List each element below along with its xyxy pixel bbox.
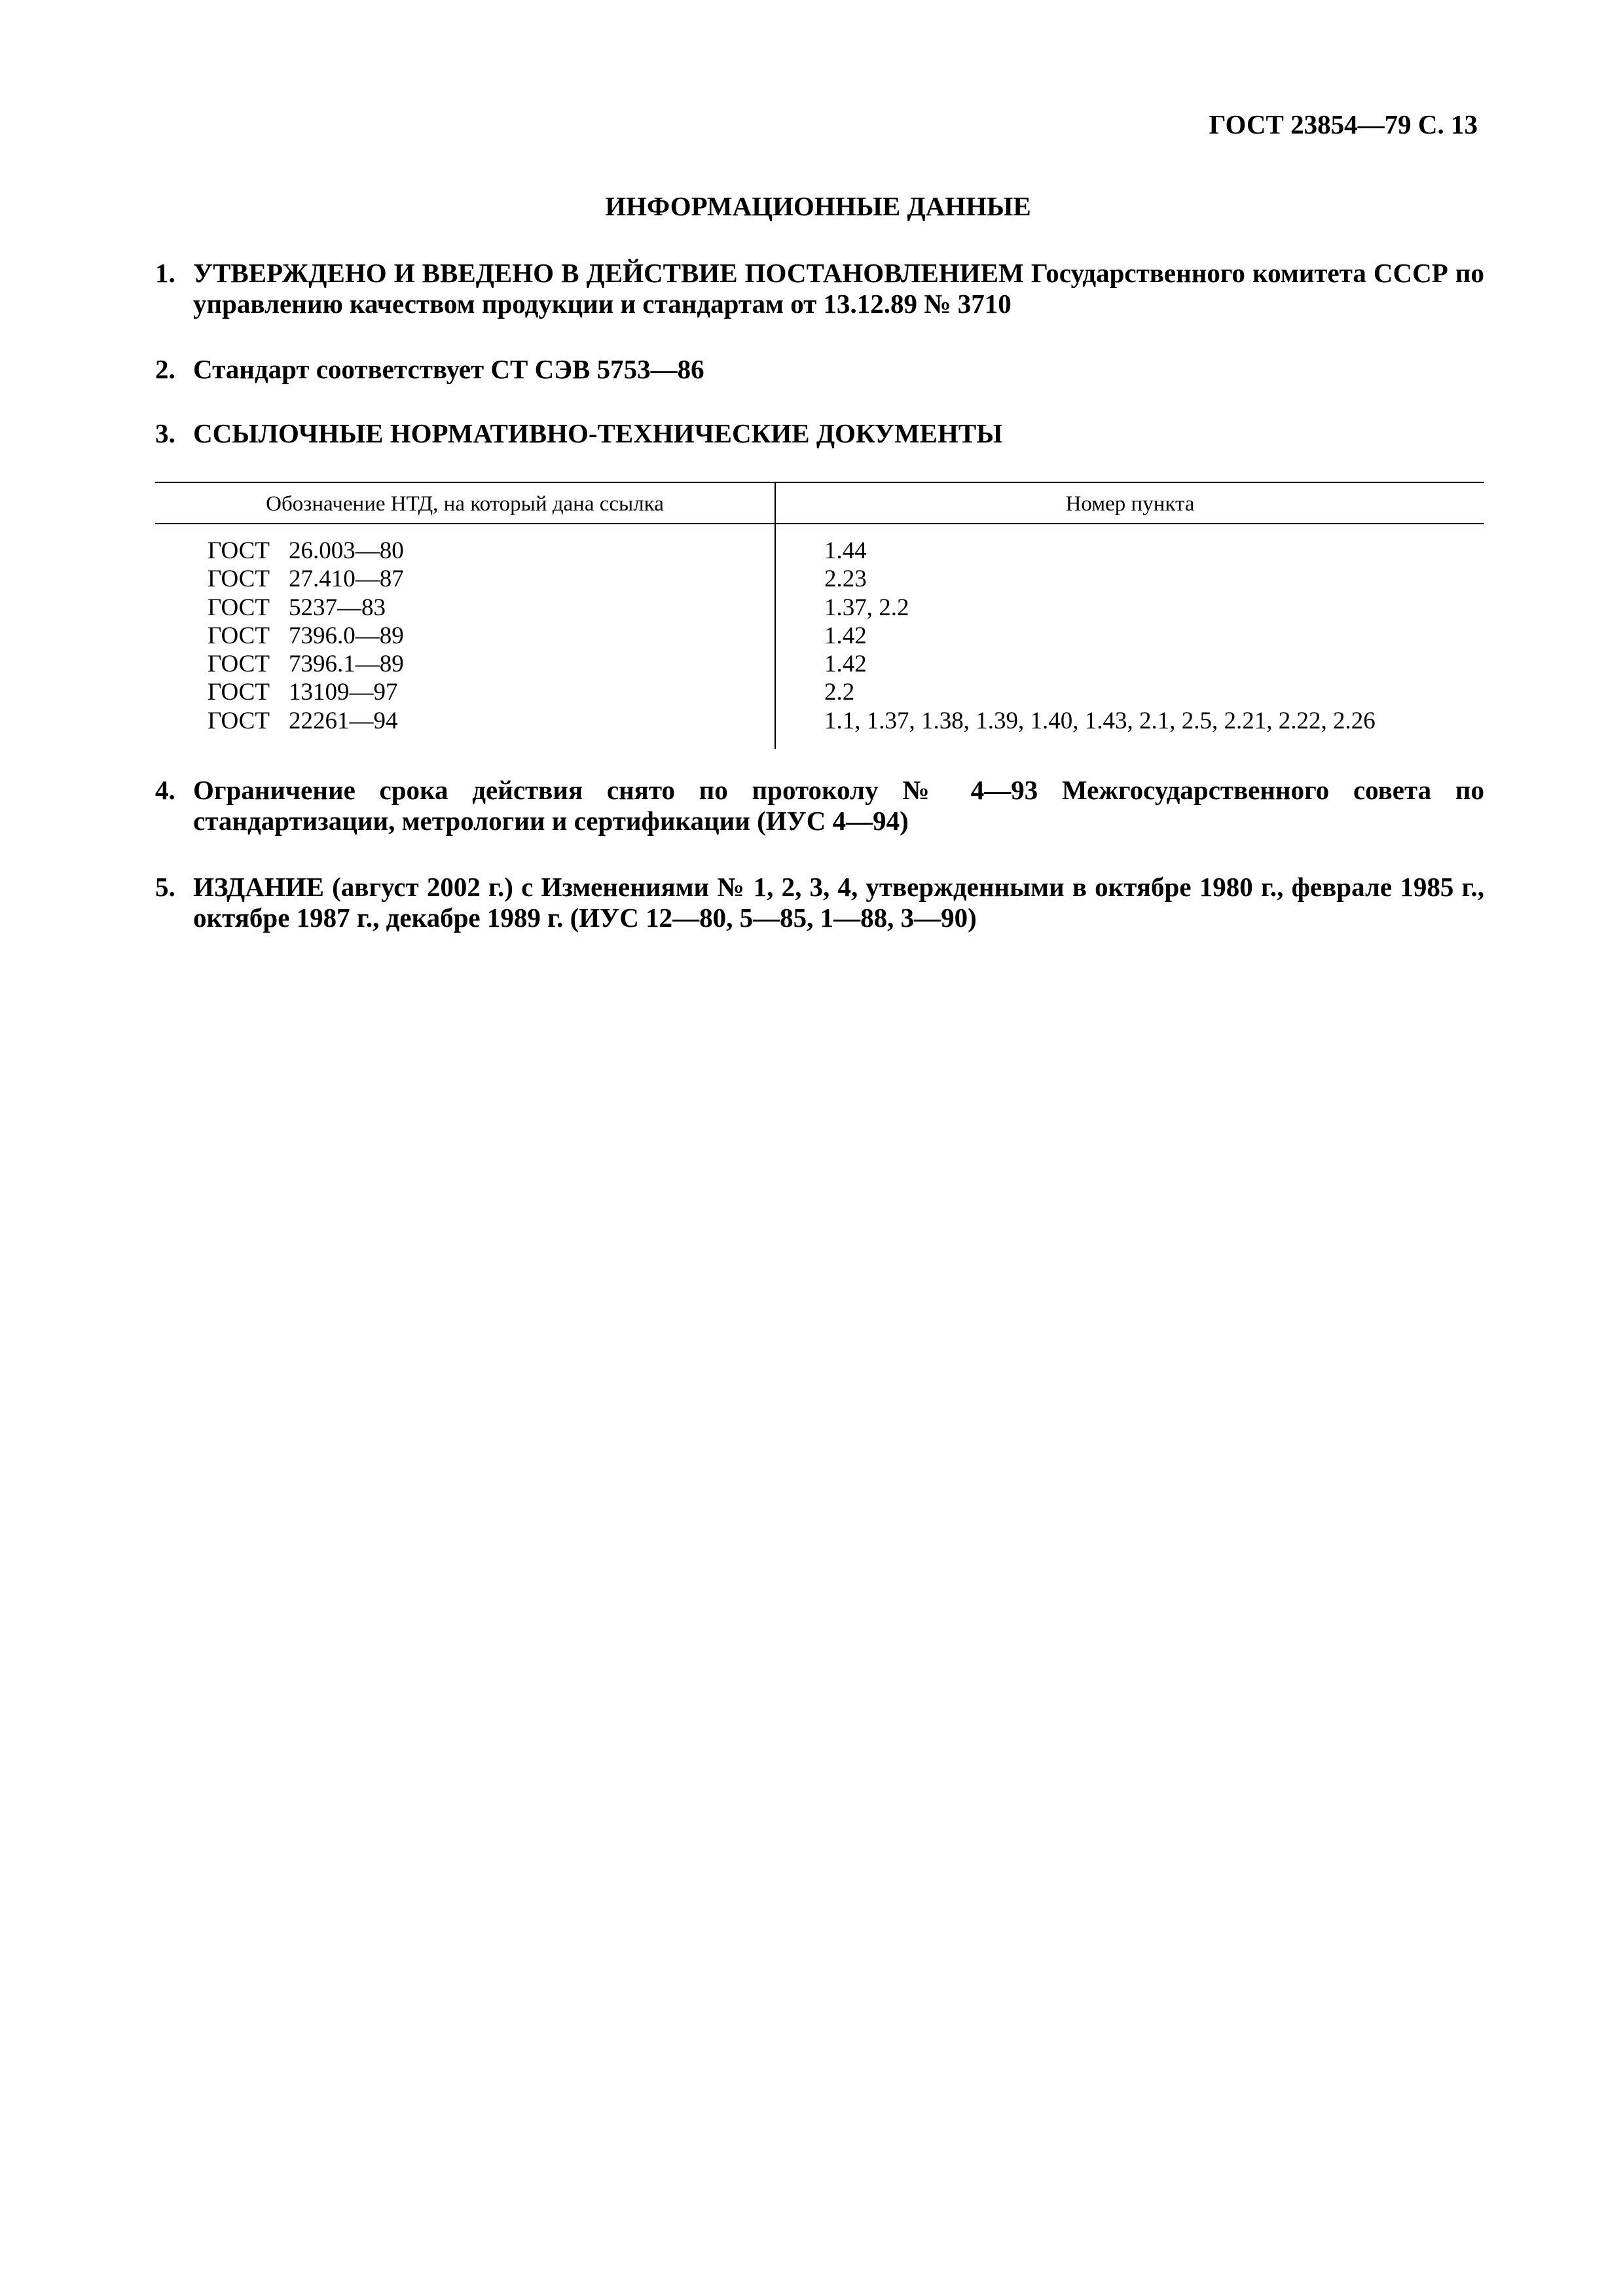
item-number: 1. — [155, 258, 175, 288]
table-cell-clauses: 1.37, 2.2 — [824, 594, 909, 621]
item-number: 4. — [155, 775, 175, 805]
doc-prefix: ГОСТ — [208, 679, 270, 706]
item-lead: УТВЕРЖДЕНО И ВВЕДЕНО В ДЕЙСТВИЕ ПОСТАНОВЛЕНИЕМ — [193, 258, 1024, 288]
table-cell-document — [208, 622, 404, 650]
table-cell-document — [208, 565, 404, 593]
table-cell-document — [208, 650, 404, 678]
table-cell-clauses: 1.42 — [824, 651, 867, 678]
doc-number: 7396.0—89 — [289, 622, 404, 649]
doc-number: 13109—97 — [289, 679, 398, 706]
doc-prefix: ГОСТ — [208, 707, 270, 734]
doc-prefix: ГОСТ — [208, 565, 270, 593]
doc-number: 27.410—87 — [289, 565, 404, 593]
info-item-1 — [155, 258, 1484, 319]
table-column-documents — [208, 537, 404, 735]
doc-number: 26.003—80 — [289, 537, 404, 564]
item-number: 3. — [155, 418, 175, 448]
table-cell-clauses: 2.2 — [824, 679, 855, 706]
info-item-2 — [155, 354, 1484, 385]
table-header-rule — [155, 523, 1484, 524]
doc-prefix: ГОСТ — [208, 622, 270, 649]
item-text — [155, 258, 1484, 319]
table-header-clause: Номер пункта — [1065, 492, 1195, 516]
page-title: ИНФОРМАЦИОННЫЕ ДАННЫЕ — [605, 191, 1031, 221]
table-cell-clauses: 1.1, 1.37, 1.38, 1.39, 1.40, 1.43, 2.1, 2.5, 2.21, 2.22, 2.26 — [824, 707, 1376, 734]
table-cell-document — [208, 537, 404, 565]
doc-prefix: ГОСТ — [208, 537, 270, 564]
doc-number: 7396.1—89 — [289, 651, 404, 678]
info-item-5 — [155, 872, 1484, 933]
table-cell-document — [208, 594, 404, 622]
item-text: ССЫЛОЧНЫЕ НОРМАТИВНО-ТЕХНИЧЕСКИЕ ДОКУМЕНТЫ — [193, 418, 1003, 448]
doc-prefix: ГОСТ — [208, 594, 270, 621]
doc-number: 22261—94 — [289, 707, 398, 734]
table-column-divider — [775, 482, 776, 749]
table-cell-clauses: 1.42 — [824, 622, 867, 649]
doc-prefix: ГОСТ — [208, 651, 270, 678]
item-text: Ограничение срока действия снято по протоколу № 4—93 Межгосударственного совета по стандартизации, метрологии и сертификации (ИУС 4—94) — [193, 775, 1484, 836]
info-item-4 — [155, 775, 1484, 836]
table-cell-clauses: 1.44 — [824, 537, 867, 564]
item-number: 2. — [155, 354, 175, 384]
table-header-document: Обозначение НТД, на который дана ссылка — [266, 492, 664, 516]
info-item-3 — [155, 418, 1484, 449]
item-text: Стандарт соответствует СТ СЭВ 5753—86 — [193, 354, 704, 384]
table-cell-document — [208, 707, 404, 735]
item-body: Государственного комитета СССР по управлению качеством продукции и стандартам от 13.12.89 № 3710 — [193, 258, 1485, 319]
table-cell-clauses: 2.23 — [824, 565, 867, 593]
table-column-clauses — [824, 537, 1376, 735]
table-cell-document — [208, 678, 404, 706]
page-header-ref: ГОСТ 23854—79 С. 13 — [1209, 109, 1478, 139]
reference-table — [155, 482, 1484, 749]
item-text: ИЗДАНИЕ (август 2002 г.) с Изменениями № 1, 2, 3, 4, утвержденными в октябре 1980 г., феврале 1985 г., октябре 1987 г., декабре 1989 г. (ИУС 12—80, 5—85, 1—88, 3—90) — [193, 872, 1484, 933]
table-top-rule — [155, 482, 1484, 483]
item-number: 5. — [155, 872, 175, 902]
doc-number: 5237—83 — [289, 594, 386, 621]
